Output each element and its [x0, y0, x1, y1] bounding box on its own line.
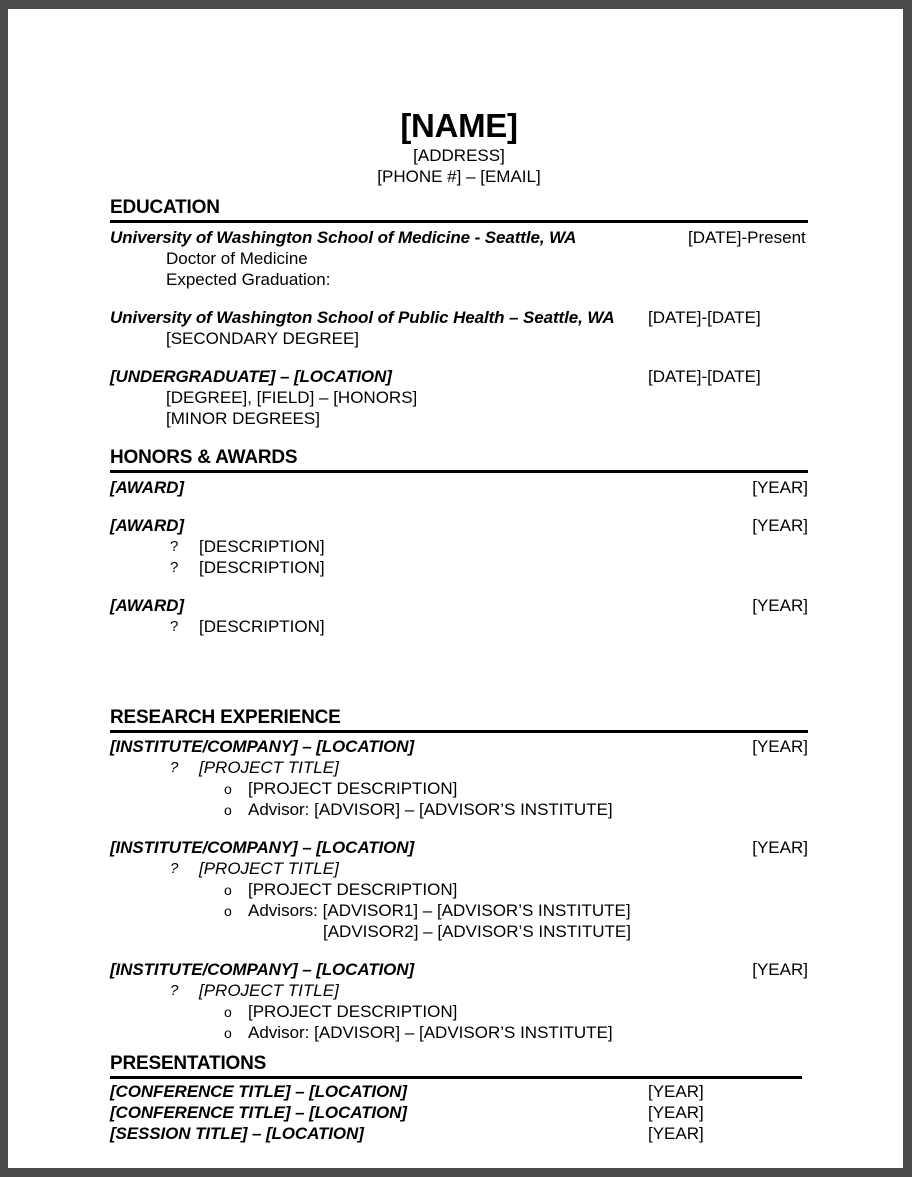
research-year: [YEAR]: [752, 737, 808, 756]
research-institute: [INSTITUTE/COMPANY] – [LOCATION]: [110, 737, 415, 756]
bullet-marker-icon: ?: [170, 618, 179, 635]
honors-award-year: [YEAR]: [752, 596, 808, 615]
sub-bullet-marker-icon: o: [224, 781, 232, 797]
applicant-name: [NAME]: [400, 107, 518, 144]
research-detail-text: [PROJECT DESCRIPTION]: [248, 1002, 458, 1021]
research-detail: [110, 799, 808, 820]
honors-entry-title: [110, 515, 808, 536]
bullet-marker-icon: ?: [170, 759, 179, 776]
honors-award-year: [YEAR]: [752, 478, 808, 497]
section-heading-honors: HONORS & AWARDS: [110, 446, 808, 473]
education-entry-title: [110, 366, 808, 387]
bullet-marker-icon: ?: [170, 559, 179, 576]
honors-entry-title: [110, 477, 808, 498]
research-project-title: [PROJECT TITLE]: [199, 758, 339, 777]
research-detail-text: [PROJECT DESCRIPTION]: [248, 880, 458, 899]
education-entry-line: [SECONDARY DEGREE]: [166, 329, 360, 348]
research-project: [110, 757, 808, 778]
section-heading-presentations: PRESENTATIONS: [110, 1052, 802, 1079]
research-detail-text: Advisor: [ADVISOR] – [ADVISOR’S INSTITUTE]: [248, 1023, 613, 1042]
sub-bullet-marker-icon: o: [224, 802, 232, 818]
resume-content: [110, 9, 808, 1144]
honors-bullet: [110, 616, 808, 637]
presentation-year: [YEAR]: [648, 1082, 704, 1101]
section-heading-education: EDUCATION: [110, 196, 808, 223]
honors-award-year: [YEAR]: [752, 516, 808, 535]
education-entry-name: University of Washington School of Medicine - Seattle, WA: [110, 228, 577, 247]
presentation-entry: [110, 1123, 808, 1144]
resume-page: [8, 9, 903, 1168]
education-entry-line: [DEGREE], [FIELD] – [HONORS]: [166, 388, 418, 407]
research-detail: [110, 778, 808, 799]
education-entry-date: [DATE]-[DATE]: [648, 308, 761, 327]
honors-bullet: [110, 557, 808, 578]
honors-award-name: [AWARD]: [110, 478, 184, 497]
honors-entry-title: [110, 595, 808, 616]
research-detail-text: Advisor: [ADVISOR] – [ADVISOR’S INSTITUTE]: [248, 800, 613, 819]
honors-award-name: [AWARD]: [110, 596, 184, 615]
research-entry-title: [110, 837, 808, 858]
presentation-title: [SESSION TITLE] – [LOCATION]: [110, 1124, 364, 1143]
research-entry-title: [110, 736, 808, 757]
honors-award-name: [AWARD]: [110, 516, 184, 535]
research-detail: [110, 879, 808, 900]
research-detail: [110, 900, 808, 921]
presentation-title: [CONFERENCE TITLE] – [LOCATION]: [110, 1082, 407, 1101]
sub-bullet-marker-icon: o: [224, 1025, 232, 1041]
honors-bullet: [110, 536, 808, 557]
honors-bullet-text: [DESCRIPTION]: [199, 558, 325, 577]
education-entry-line: Expected Graduation:: [166, 270, 331, 289]
education-entry-line: [MINOR DEGREES]: [166, 409, 320, 428]
education-entry-title: [110, 307, 808, 328]
research-detail: [110, 1022, 808, 1043]
applicant-address: [ADDRESS]: [413, 146, 505, 165]
presentation-entry: [110, 1081, 808, 1102]
education-entry-title: [110, 227, 808, 248]
research-entry-title: [110, 959, 808, 980]
research-year: [YEAR]: [752, 838, 808, 857]
applicant-contact: [PHONE #] – [EMAIL]: [377, 167, 541, 186]
research-detail-text: [PROJECT DESCRIPTION]: [248, 779, 458, 798]
education-entry-name: University of Washington School of Public Health – Seattle, WA: [110, 308, 615, 327]
presentation-year: [YEAR]: [648, 1103, 704, 1122]
bullet-marker-icon: ?: [170, 982, 179, 999]
honors-bullet-text: [DESCRIPTION]: [199, 617, 325, 636]
presentation-year: [YEAR]: [648, 1124, 704, 1143]
honors-bullet-text: [DESCRIPTION]: [199, 537, 325, 556]
sub-bullet-marker-icon: o: [224, 1004, 232, 1020]
presentation-entry: [110, 1102, 808, 1123]
education-entry-date: [DATE]-Present: [688, 228, 806, 247]
sub-bullet-marker-icon: o: [224, 903, 232, 919]
sub-bullet-marker-icon: o: [224, 882, 232, 898]
bullet-marker-icon: ?: [170, 538, 179, 555]
research-detail: [110, 1001, 808, 1022]
research-project: [110, 980, 808, 1001]
research-detail-text: Advisors: [ADVISOR1] – [ADVISOR’S INSTITUTE]: [248, 901, 631, 920]
section-heading-research: RESEARCH EXPERIENCE: [110, 706, 808, 733]
research-project: [110, 858, 808, 879]
research-project-title: [PROJECT TITLE]: [199, 981, 339, 1000]
research-project-title: [PROJECT TITLE]: [199, 859, 339, 878]
presentation-title: [CONFERENCE TITLE] – [LOCATION]: [110, 1103, 407, 1122]
education-entry-line: Doctor of Medicine: [166, 249, 308, 268]
research-institute: [INSTITUTE/COMPANY] – [LOCATION]: [110, 960, 415, 979]
research-year: [YEAR]: [752, 960, 808, 979]
research-institute: [INSTITUTE/COMPANY] – [LOCATION]: [110, 838, 415, 857]
bullet-marker-icon: ?: [170, 860, 179, 877]
education-entry-name: [UNDERGRADUATE] – [LOCATION]: [110, 367, 392, 386]
education-entry-date: [DATE]-[DATE]: [648, 367, 761, 386]
research-detail-continuation: [ADVISOR2] – [ADVISOR’S INSTITUTE]: [323, 922, 631, 941]
